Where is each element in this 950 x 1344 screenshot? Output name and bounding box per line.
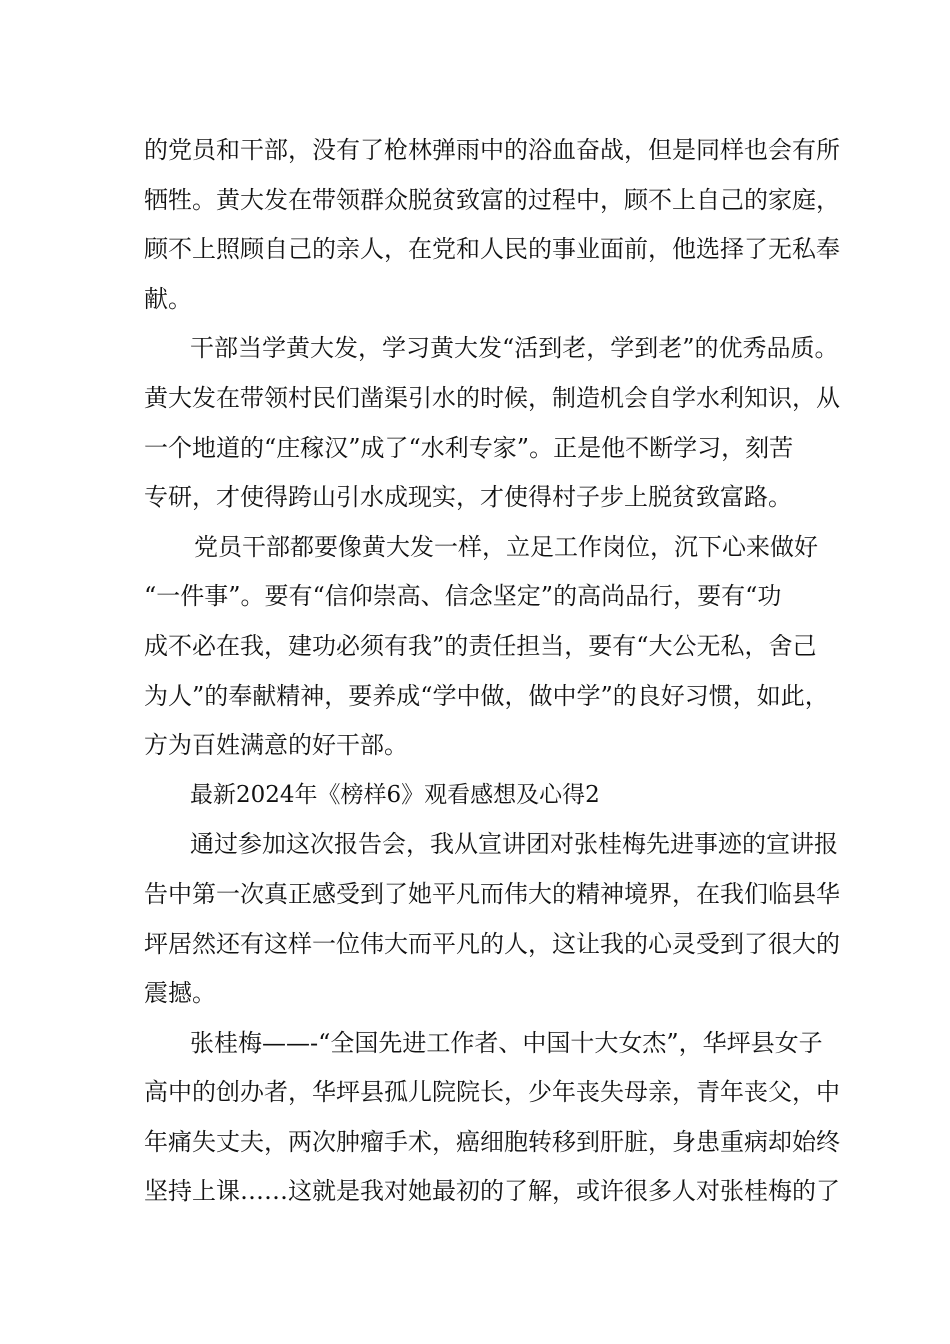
section-heading (144, 771, 830, 821)
text-line: 高中的创办者，华坪县孤儿院院长，少年丧失母亲，青年丧父，中 (144, 1078, 840, 1107)
text-line: 成不必在我，建功必须有我”的责任担当，要有“大公无私，舍己 (144, 631, 817, 660)
text-line: 方为百姓满意的好干部。 (144, 731, 408, 760)
heading-text: 最新2024年《榜样6》观看感想及心得2 (190, 781, 600, 808)
text-line: 的党员和干部，没有了枪林弹雨中的浴血奋战，但是同样也会有所 (144, 136, 840, 164)
text-line: 黄大发在带领村民们凿渠引水的时候，制造机会自学水利知识，从 (144, 383, 840, 412)
text-line: 震撼。 (144, 979, 216, 1008)
text-line: 专研，才使得跨山引水成现实，才使得村子步上脱贫致富路。 (144, 483, 792, 512)
paragraph-report (144, 820, 840, 1018)
text-line: 牺牲。黄大发在带领群众脱贫致富的过程中，顾不上自己的家庭， (144, 185, 840, 214)
text-line: 张桂梅——-“全国先进工作者、中国十大女杰”，华坪县女子 (190, 1028, 823, 1057)
paragraph-cadres (144, 523, 830, 771)
paragraph-sacrifice (144, 126, 840, 324)
text-line: 献。 (144, 284, 192, 313)
document-page (144, 126, 840, 1217)
paragraph-zhang-guimei (144, 1019, 840, 1217)
text-line: “一件事”。要有“信仰崇高、信念坚定”的高尚品行，要有“功 (144, 582, 782, 611)
text-line: 为人”的奉献精神，要养成“学中做，做中学”的良好习惯，如此， (144, 681, 829, 710)
text-line: 坪居然还有这样一位伟大而平凡的人，这让我的心灵受到了很大的 (144, 929, 840, 958)
text-line: 通过参加这次报告会，我从宣讲团对张桂梅先进事迹的宣讲报 (190, 830, 838, 859)
text-line: 顾不上照顾自己的亲人，在党和人民的事业面前，他选择了无私奉 (144, 235, 840, 264)
text-line: 党员干部都要像黄大发一样，立足工作岗位，沉下心来做好 (194, 532, 818, 561)
text-line: 告中第一次真正感受到了她平凡而伟大的精神境界，在我们临县华 (144, 879, 840, 908)
text-line: 干部当学黄大发，学习黄大发“活到老，学到老”的优秀品质。 (190, 334, 839, 363)
text-line: 坚持上课……这就是我对她最初的了解，或许很多人对张桂梅的了 (144, 1177, 840, 1206)
paragraph-learning (144, 324, 840, 522)
text-line: 年痛失丈夫，两次肿瘤手术，癌细胞转移到肝脏，身患重病却始终 (144, 1127, 840, 1156)
text-line: 一个地道的“庄稼汉”成了“水利专家”。正是他不断学习，刻苦 (144, 433, 794, 462)
